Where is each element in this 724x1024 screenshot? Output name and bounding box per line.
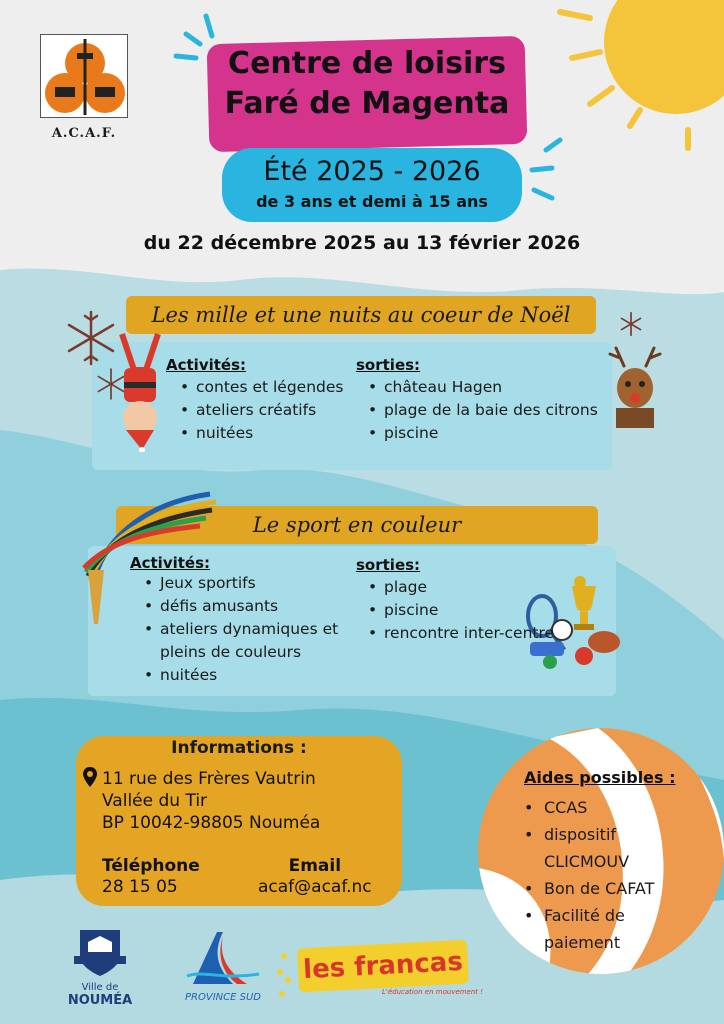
list-item: • plage	[364, 576, 554, 599]
list-item: • piscine	[364, 422, 598, 445]
address-line-3: BP 10042-98805 Nouméa	[102, 813, 321, 833]
list-item: • ateliers créatifs	[176, 399, 343, 422]
phone-block	[102, 856, 200, 898]
francas-wordmark: les francas	[302, 946, 464, 986]
section1-banner: Les mille et une nuits au coeur de Noël	[126, 296, 596, 334]
section2-activities	[130, 554, 338, 687]
address	[102, 768, 320, 834]
list-item-continuation: paiement	[544, 933, 621, 952]
address-line-1: 11 rue des Frères Vautrin	[102, 769, 316, 789]
santa-elf-icon	[112, 330, 168, 452]
francas-logo	[297, 940, 469, 993]
date-range: du 22 décembre 2025 au 13 février 2026	[143, 232, 581, 254]
list-item: • nuitées	[140, 664, 338, 687]
email-address[interactable]: acaf@acaf.nc	[258, 877, 372, 897]
list-item: • rencontre inter-centre	[364, 622, 554, 645]
list-item: • nuitées	[176, 422, 343, 445]
list-item-continuation: pleins de couleurs	[160, 643, 302, 661]
list-item: • ateliers dynamiques et	[140, 618, 338, 641]
list-item: • défis amusants	[140, 595, 338, 618]
activities-heading: Activités:	[130, 554, 211, 572]
section1-outings	[356, 356, 598, 445]
location-pin-icon	[82, 766, 98, 788]
list-item: • Facilité de	[520, 902, 654, 929]
address-line-2: Vallée du Tir	[102, 791, 208, 811]
section2-outings	[356, 556, 554, 645]
noumea-crest-icon	[70, 926, 130, 978]
acaf-logo	[40, 34, 128, 118]
phone-number[interactable]: 28 15 05	[102, 877, 178, 897]
aides-list	[520, 794, 654, 956]
list-item: • Jeux sportifs	[140, 572, 338, 595]
list-item: • piscine	[364, 599, 554, 622]
noumea-logo	[60, 926, 140, 1008]
noumea-line-2: NOUMÉA	[67, 993, 133, 1008]
title-line-1: Centre de loisirs	[228, 46, 506, 81]
info-title: Informations :	[171, 738, 307, 758]
list-item: • dispositif	[520, 821, 654, 848]
aides-title: Aides possibles :	[524, 768, 676, 787]
phone-label: Téléphone	[102, 856, 200, 876]
province-label: PROVINCE SUD	[185, 992, 261, 1003]
francas-dots	[276, 950, 294, 1000]
reindeer-icon	[606, 344, 664, 428]
francas-tagline: L'éducation en mouvement !	[382, 988, 484, 996]
season-label: Été 2025 - 2026	[263, 156, 481, 187]
snowflake-right-icon	[620, 312, 642, 336]
province-sud-logo	[178, 928, 268, 1003]
list-item: • château Hagen	[364, 376, 598, 399]
list-item: • CCAS	[520, 794, 654, 821]
sun-icon	[560, 0, 724, 148]
section1-activities	[166, 356, 343, 445]
activities-heading: Activités:	[166, 356, 247, 374]
email-label: Email	[288, 856, 342, 876]
list-item: • Bon de CAFAT	[520, 875, 654, 902]
email-block	[258, 856, 372, 898]
snowflake-icon	[66, 310, 116, 366]
age-range: de 3 ans et demi à 15 ans	[256, 192, 488, 211]
logo-caption: A.C.A.F.	[51, 126, 117, 141]
province-sud-icon	[183, 928, 263, 988]
section2-banner: Le sport en couleur	[116, 506, 598, 544]
list-item: • contes et légendes	[176, 376, 343, 399]
outings-heading: sorties:	[356, 556, 421, 574]
noumea-line-1: Ville de	[81, 982, 119, 993]
title-line-2: Faré de Magenta	[224, 86, 510, 121]
outings-heading: sorties:	[356, 356, 421, 374]
page-title	[208, 44, 526, 124]
list-item-continuation: CLICMOUV	[544, 852, 630, 871]
list-item: • plage de la baie des citrons	[364, 399, 598, 422]
